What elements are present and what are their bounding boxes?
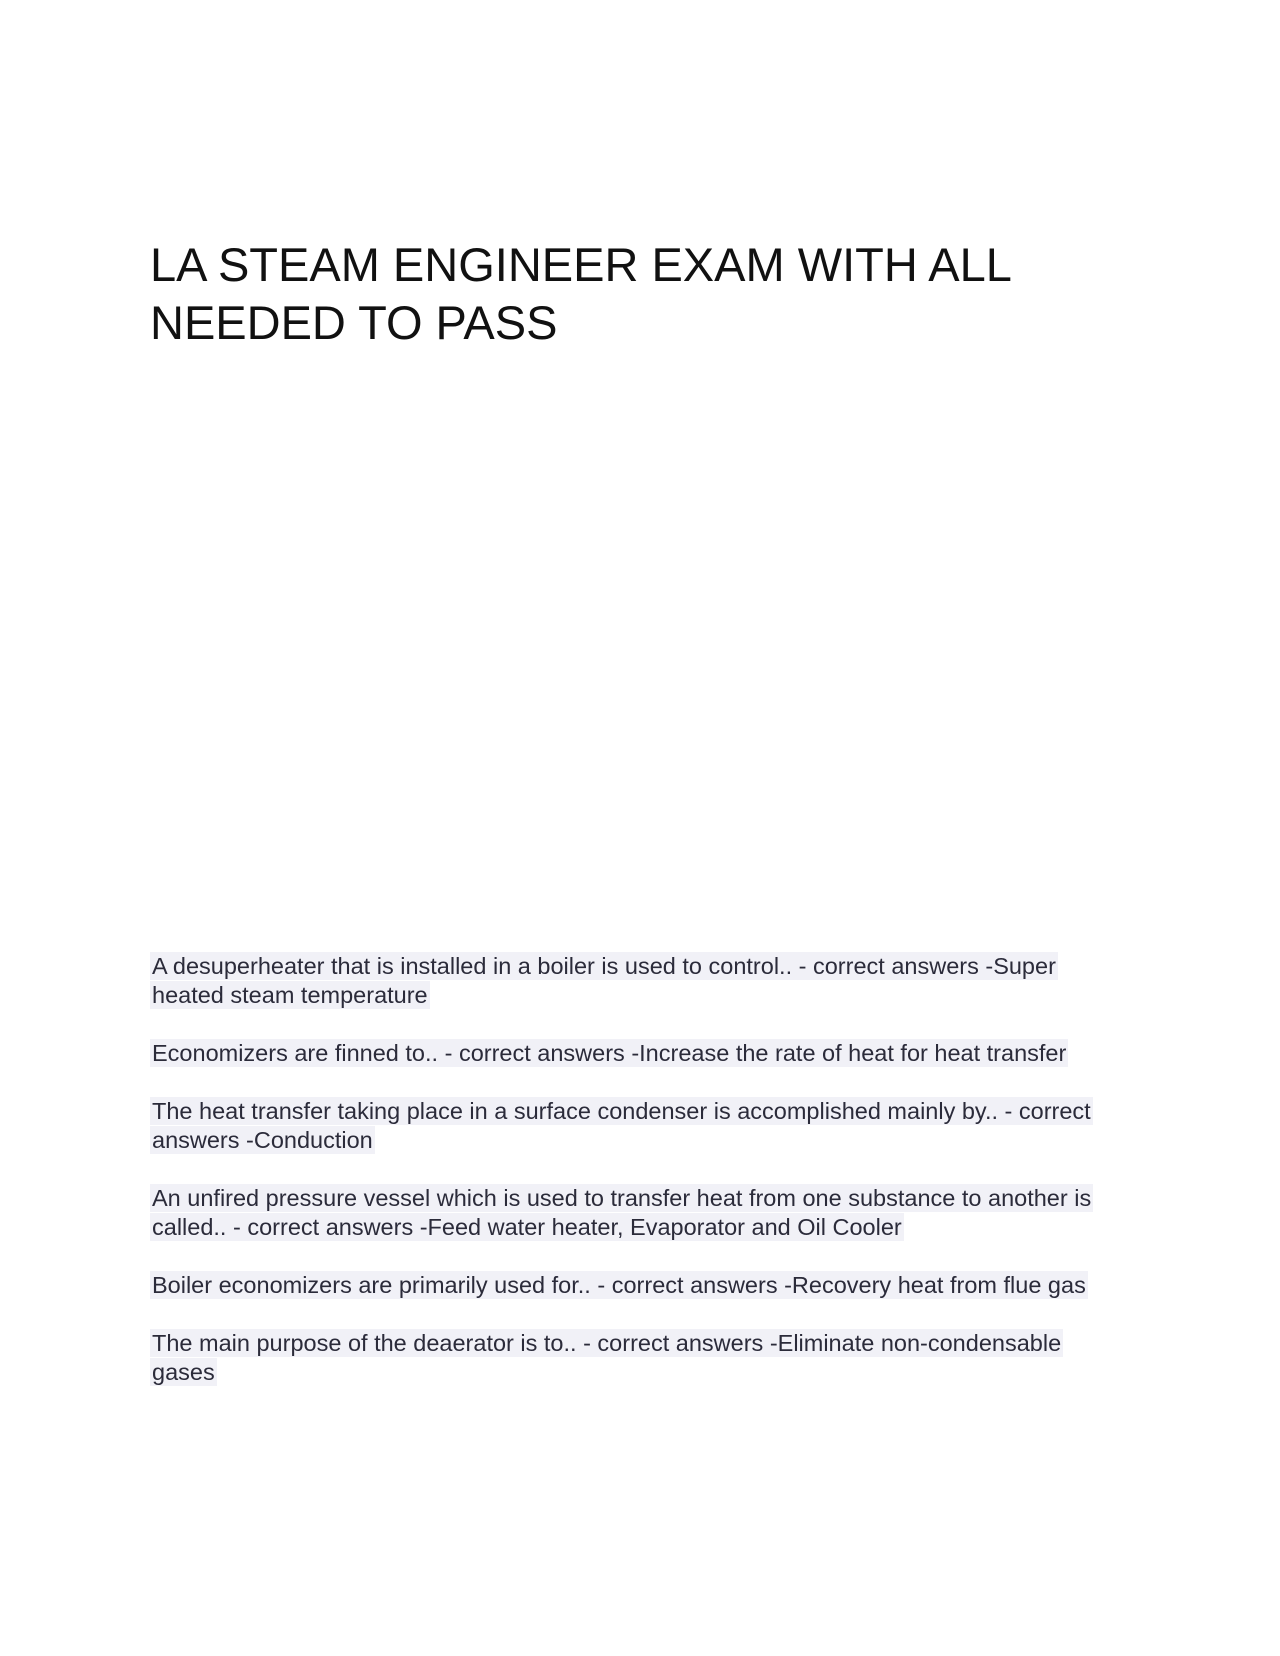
qa-item [150, 1271, 1110, 1300]
qa-item [150, 1329, 1110, 1387]
qa-list [150, 952, 1110, 1416]
qa-item-text: Economizers are finned to.. - correct answers -Increase the rate of heat for heat transfer [152, 1040, 1067, 1066]
qa-item [150, 1097, 1110, 1155]
qa-item-text: A desuperheater that is installed in a boiler is used to control.. - correct answers -Super heated steam temperature [152, 953, 1056, 1008]
qa-item-text: The main purpose of the deaerator is to.. - correct answers -Eliminate non-condensable gases [152, 1330, 1062, 1385]
qa-item [150, 952, 1110, 1010]
document-title: LA STEAM ENGINEER EXAM WITH ALL NEEDED TO PASS [150, 238, 1011, 349]
qa-item [150, 1039, 1110, 1068]
qa-item-text: An unfired pressure vessel which is used to transfer heat from one substance to another is called.. - correct answers -Feed water heater, Evaporator and Oil Cooler [152, 1185, 1092, 1240]
qa-item [150, 1184, 1110, 1242]
qa-item-text: The heat transfer taking place in a surface condenser is accomplished mainly by.. - correct answers -Conduction [152, 1098, 1091, 1153]
qa-item-text: Boiler economizers are primarily used for.. - correct answers -Recovery heat from flue gas [152, 1272, 1086, 1298]
